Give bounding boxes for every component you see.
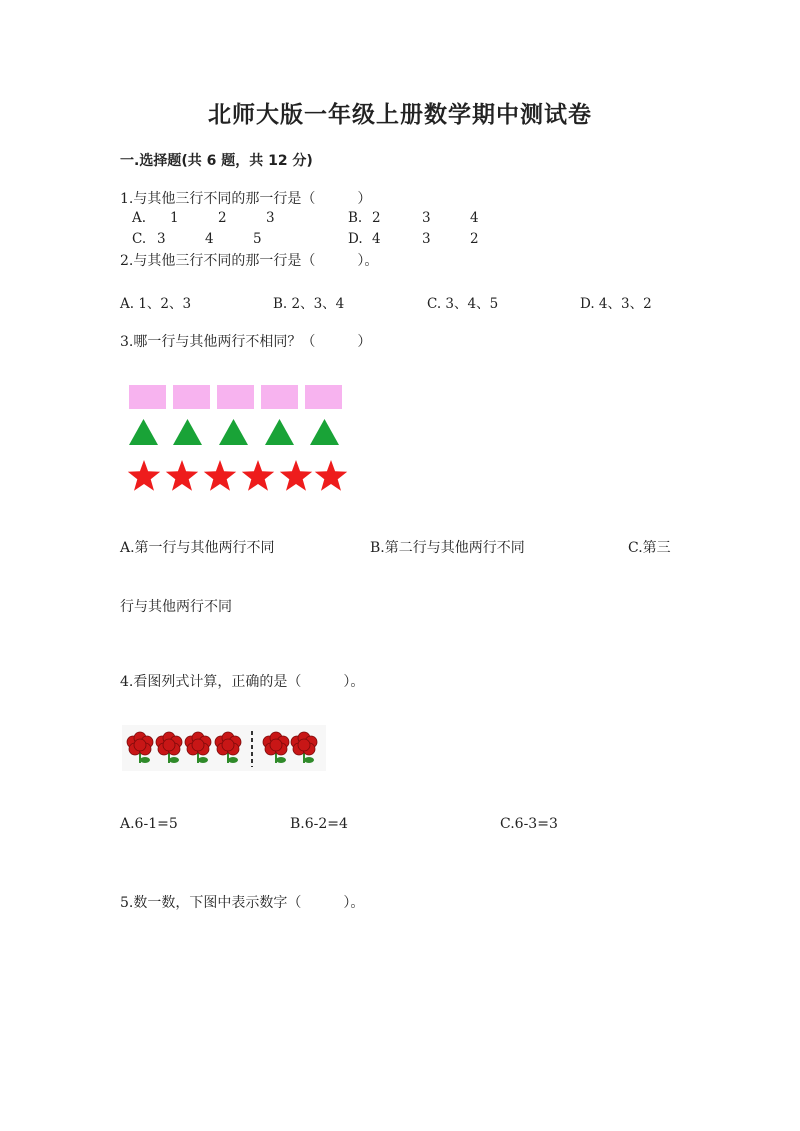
q1-option-b-num: 2 (372, 210, 381, 226)
green-triangle (129, 419, 158, 445)
q1-option-c-num: 3 (157, 231, 166, 247)
q4-option-a[interactable]: A.6-1=5 (120, 816, 178, 832)
pink-square (305, 385, 342, 409)
q2-option-d[interactable]: D. 4、3、2 (580, 296, 652, 312)
q3-triangle-row (129, 419, 339, 445)
q1-option-a-num: 1 (170, 210, 179, 226)
q1-option-a[interactable] (132, 210, 275, 226)
q1-option-d[interactable] (348, 231, 479, 247)
q1-option-b-num: 4 (470, 210, 479, 226)
question-5-stem: 5.数一数，下图中表示数字（ ）。 (120, 895, 365, 911)
red-star (128, 460, 160, 491)
q3-option-c-start[interactable]: C.第三 (628, 540, 671, 556)
q3-shapes-figure (124, 380, 352, 496)
question-3-stem: 3.哪一行与其他两行不相同？（ ） (120, 334, 372, 350)
q3-option-b[interactable]: B.第二行与其他两行不同 (370, 540, 525, 556)
q3-option-c-continued: 行与其他两行不同 (120, 599, 232, 615)
pink-square (217, 385, 254, 409)
question-4-stem: 4.看图列式计算，正确的是（ ）。 (120, 674, 365, 690)
q4-flowers-figure (122, 725, 326, 771)
q1-option-c[interactable] (132, 231, 262, 247)
q1-option-b[interactable] (348, 210, 479, 226)
question-2-stem: 2.与其他三行不同的那一行是（ ）。 (120, 253, 379, 269)
green-triangle (219, 419, 248, 445)
red-star (166, 460, 198, 491)
pink-square (261, 385, 298, 409)
q1-option-b-num: 3 (422, 210, 431, 226)
red-star (315, 460, 347, 491)
q1-option-d-num: 2 (470, 231, 479, 247)
red-star (204, 460, 236, 491)
q4-option-b[interactable]: B.6-2=4 (290, 816, 348, 832)
q1-option-c-num: 4 (205, 231, 214, 247)
green-triangle (310, 419, 339, 445)
q1-option-a-label: A. (132, 210, 147, 226)
q2-option-b[interactable]: B. 2、3、4 (273, 296, 345, 312)
q1-option-b-label: B. (348, 210, 363, 226)
q3-option-a[interactable]: A.第一行与其他两行不同 (120, 540, 275, 556)
q1-option-c-num: 5 (253, 231, 262, 247)
q1-option-d-label: D. (348, 231, 363, 247)
q1-option-c-label: C. (132, 231, 147, 247)
green-triangle (265, 419, 294, 445)
red-star (280, 460, 312, 491)
q1-option-d-num: 3 (422, 231, 431, 247)
red-star (242, 460, 274, 491)
page-title: 北师大版一年级上册数学期中测试卷 (208, 102, 592, 128)
q1-option-a-num: 2 (218, 210, 227, 226)
green-triangle (173, 419, 202, 445)
q3-square-row (129, 385, 342, 409)
pink-square (129, 385, 166, 409)
question-1-stem: 1.与其他三行不同的那一行是（ ） (120, 191, 372, 207)
q2-option-c[interactable]: C. 3、4、5 (427, 296, 499, 312)
q3-star-row (128, 460, 347, 491)
pink-square (173, 385, 210, 409)
q1-option-d-num: 4 (372, 231, 381, 247)
q1-option-a-num: 3 (266, 210, 275, 226)
q2-option-a[interactable]: A. 1、2、3 (120, 296, 192, 312)
q4-option-c[interactable]: C.6-3=3 (500, 816, 558, 832)
section-heading: 一.选择题(共 6 题，共 12 分) (120, 153, 313, 169)
